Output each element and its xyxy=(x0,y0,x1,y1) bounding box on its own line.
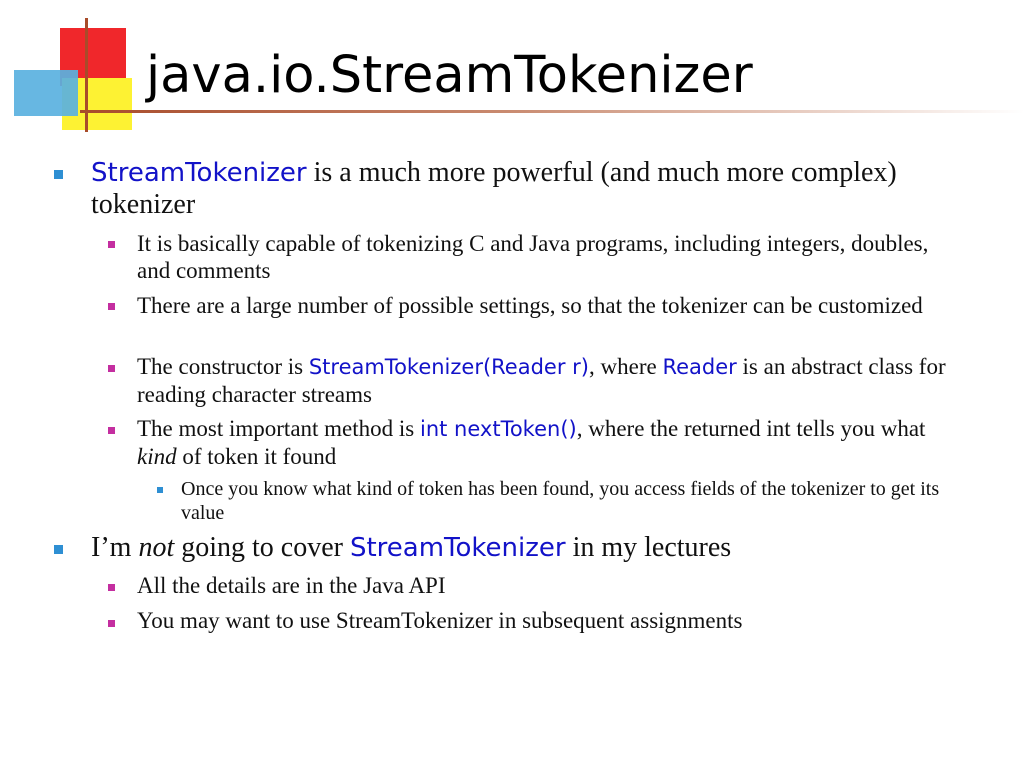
bullet-access-fields: Once you know what kind of token has been found, you access fields of the tokenizer to get its value xyxy=(181,478,940,524)
bullet-streamtokenizer-intro xyxy=(91,157,971,221)
bullet-text: I’m xyxy=(91,532,139,563)
bullet-text: is an abstract class for reading character streams xyxy=(137,354,946,407)
bullet-marker xyxy=(108,241,115,248)
bullet-marker xyxy=(54,170,63,179)
bullet-text: going to cover xyxy=(174,532,350,563)
bullet-text: is a much more powerful (and much more complex) tokenizer xyxy=(91,157,897,220)
bullet-settings: There are a large number of possible settings, so that the tokenizer can be customized xyxy=(137,293,923,318)
inline-code: int nextToken() xyxy=(420,417,577,441)
bullet-tokenizing-capability: It is basically capable of tokenizing C and Java programs, including integers, doubles, and comments xyxy=(137,231,929,283)
bullet-marker xyxy=(54,545,63,554)
bullet-marker xyxy=(108,620,115,627)
emphasis-text: kind xyxy=(137,444,177,469)
bullet-marker xyxy=(108,365,115,372)
bullet-text: , where the returned int tells you what xyxy=(576,416,926,441)
bullet-assignments: You may want to use StreamTokenizer in subsequent assignments xyxy=(137,608,743,633)
inline-code: Reader xyxy=(662,355,737,379)
bullet-marker xyxy=(108,427,115,434)
bullet-java-api: All the details are in the Java API xyxy=(137,573,446,598)
bullet-text: of token it found xyxy=(176,444,337,469)
logo-vertical-rule xyxy=(85,18,88,132)
slide-title: java.io.StreamTokenizer xyxy=(146,46,753,105)
emphasis-text: not xyxy=(138,532,175,563)
inline-code: StreamTokenizer xyxy=(349,533,566,563)
bullet-marker xyxy=(108,303,115,310)
title-underline-rule xyxy=(80,110,1024,113)
inline-code: StreamTokenizer xyxy=(91,158,307,188)
slide-logo xyxy=(0,0,160,140)
bullet-constructor xyxy=(137,353,957,408)
bullet-marker xyxy=(157,487,163,493)
logo-blue-square xyxy=(14,70,78,116)
bullet-marker xyxy=(108,584,115,591)
bullet-text: in my lectures xyxy=(565,532,732,563)
bullet-not-covered xyxy=(91,532,971,564)
bullet-text: , where xyxy=(589,354,663,379)
inline-code: StreamTokenizer(Reader r) xyxy=(308,355,589,379)
bullet-text: The constructor is xyxy=(137,354,309,379)
bullet-next-token xyxy=(137,415,957,470)
bullet-text: The most important method is xyxy=(137,416,420,441)
